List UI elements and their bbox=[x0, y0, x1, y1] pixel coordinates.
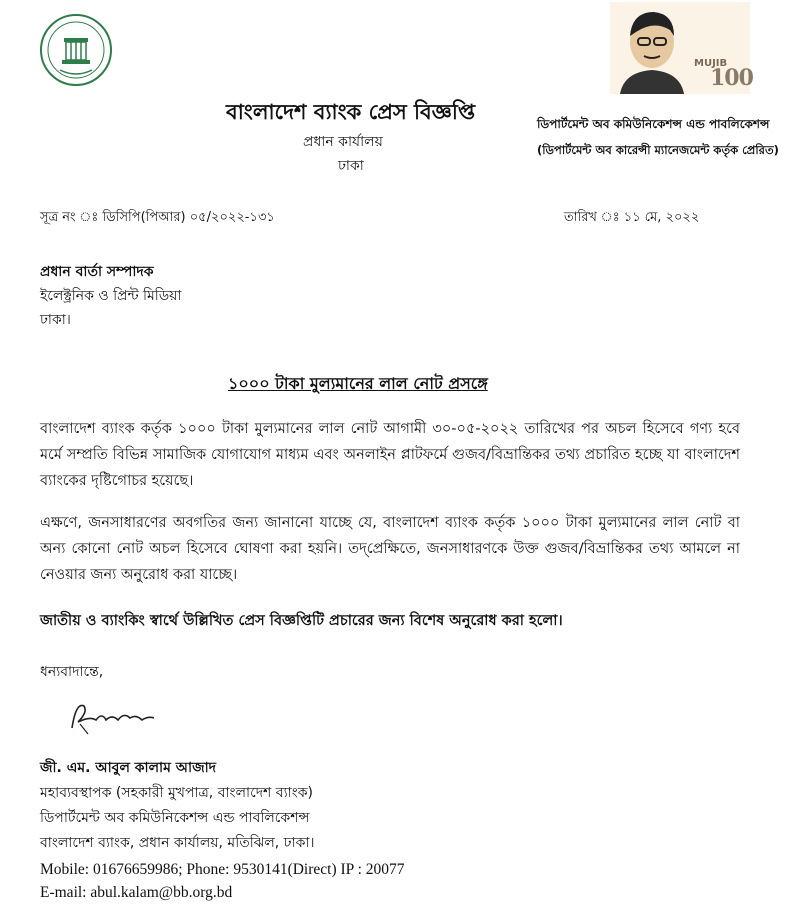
signer-title: মহাব্যবস্থাপক (সহকারী মুখপাত্র, বাংলাদেশ ব্যাংক) bbox=[40, 785, 313, 801]
signer-address: বাংলাদেশ ব্যাংক, প্রধান কার্যালয়, মতিঝিল, ঢাকা। bbox=[40, 835, 315, 851]
recipient-line: ঢাকা। bbox=[40, 312, 71, 328]
portrait-icon bbox=[610, 2, 690, 94]
document-date: তারিখ ঃ ১১ মে, ২০২২ bbox=[564, 210, 700, 225]
recipient-block bbox=[40, 260, 181, 332]
recipient-line: প্রধান বার্তা সম্পাদক bbox=[40, 264, 154, 280]
department-name: ডিপার্টমেন্ট অব কমিউনিকেশন্স এন্ড পাবলিকেশন্স bbox=[537, 117, 770, 131]
page-title: বাংলাদেশ ব্যাংক প্রেস বিজ্ঞপ্তি bbox=[226, 100, 476, 124]
signer-department: ডিপার্টমেন্ট অব কমিউনিকেশন্স এন্ড পাবলিকেশন্স bbox=[40, 810, 310, 826]
contact-block bbox=[40, 858, 405, 904]
reference-number: সূত্র নং ঃ ডিসিপি(পিআর) ০৫/২০২২-১৩১ bbox=[40, 210, 275, 225]
mujib-badge-text: MUJIB bbox=[694, 58, 728, 69]
closing-text: ধন্যবাদান্তে, bbox=[40, 664, 104, 680]
city-name: ঢাকা bbox=[338, 158, 364, 174]
recipient-line: ইলেক্ট্রনিক ও প্রিন্ট মিডিয়া bbox=[40, 288, 182, 304]
signature-icon bbox=[66, 694, 176, 740]
email-line: E-mail: abul.kalam@bb.org.bd bbox=[40, 884, 233, 901]
body-paragraph: বাংলাদেশ ব্যাংক কর্তৃক ১০০০ টাকা মুল্যমানের লাল নোট আগামী ৩০-০৫-২০২২ তারিখের পর অচল হিসেবে গণ্য হবে মর্মে সম্প্রতি বিভিন্ন সামাজিক যোগাযোগ মাধ্যম এবং অনলাইন প্লাটফর্মে গুজব/বিভ্রান্তিকর তথ্য প্রচারিত হচ্ছে যা বাংলাদেশ ব্যাংকের দৃষ্টিগোচর হয়েছে। bbox=[40, 421, 740, 489]
subject-line: ১০০০ টাকা মুল্যমানের লাল নোট প্রসঙ্গে bbox=[228, 374, 488, 393]
mujib-100-badge bbox=[610, 2, 753, 94]
bangladesh-bank-seal-icon bbox=[38, 12, 114, 88]
body-paragraph: এক্ষণে, জনসাধারণের অবগতির জন্য জানানো যাচ্ছে যে, বাংলাদেশ ব্যাংক কর্তৃক ১০০০ টাকা মুল্যমানের লাল নোট বা অন্য কোনো নোট অচল হিসেবে ঘোষণা করা হয়নি। তদ্‌প্রেক্ষিতে, জনসাধারণকে উক্ত গুজব/বিভ্রান্তিকর তথ্য আমলে না নেওয়ার জন্য অনুরোধ করা যাচ্ছে। bbox=[40, 515, 740, 583]
request-paragraph: জাতীয় ও ব্যাংকিং স্বার্থে উল্লিখিত প্রেস বিজ্ঞপ্তিটি প্রচারের জন্য বিশেষ অনুরোধ করা হলো। bbox=[40, 613, 563, 629]
signer-block bbox=[40, 756, 315, 856]
mujib-badge-number: 100 bbox=[710, 65, 753, 91]
signer-name: জী. এম. আবুল কালাম আজাদ bbox=[40, 760, 217, 776]
office-name: প্রধান কার্যালয় bbox=[303, 134, 383, 150]
phone-line: Mobile: 01676659986; Phone: 9530141(Direct) IP : 20077 bbox=[40, 861, 405, 878]
department-sub: (ডিপার্টমেন্ট অব কারেন্সী ম্যানেজমেন্ট কর্তৃক প্রেরিত) bbox=[537, 143, 779, 157]
